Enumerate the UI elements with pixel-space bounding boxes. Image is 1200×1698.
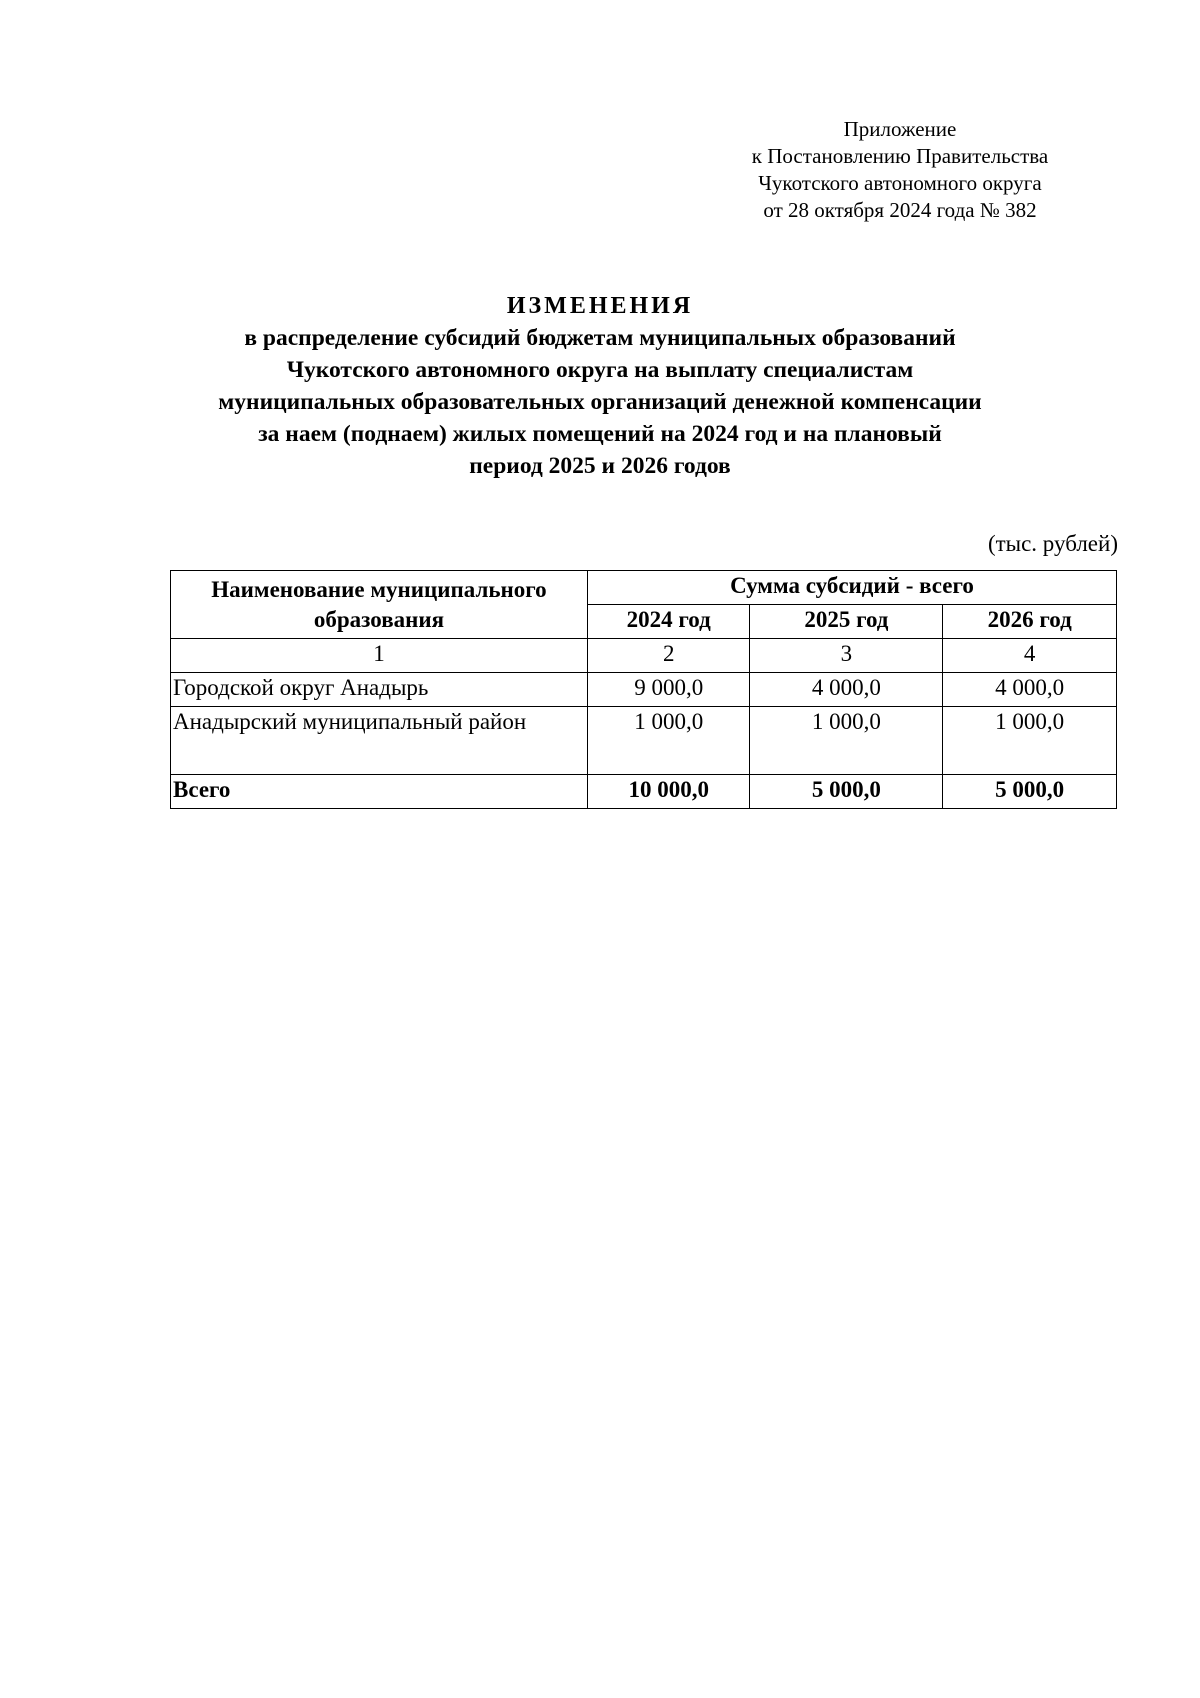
row-value-2025: 1 000,0 bbox=[750, 707, 943, 775]
table-row bbox=[171, 707, 1117, 775]
total-row bbox=[171, 775, 1117, 809]
row-value-2025: 4 000,0 bbox=[750, 673, 943, 707]
units-label: (тыс. рублей) bbox=[987, 531, 1118, 556]
title-line-1: в распределение субсидий бюджетам муниципальных образований bbox=[244, 325, 956, 351]
annex-block bbox=[720, 116, 1080, 224]
header-municipality: Наименование муниципального образования bbox=[171, 571, 588, 639]
header-year-2025: 2025 год bbox=[750, 605, 943, 639]
title-main: ИЗМЕНЕНИЯ bbox=[506, 293, 694, 319]
annex-line-4: от 28 октября 2024 года № 382 bbox=[763, 198, 1037, 222]
title-line-4: за наем (поднаем) жилых помещений на 2024 год и на плановый bbox=[258, 421, 942, 447]
header-year-2024: 2024 год bbox=[587, 605, 750, 639]
column-number-row bbox=[171, 639, 1117, 673]
header-sum-group: Сумма субсидий - всего bbox=[587, 571, 1116, 605]
column-number-2: 2 bbox=[587, 639, 750, 673]
column-number-4: 4 bbox=[943, 639, 1117, 673]
annex-line-1: Приложение bbox=[843, 117, 957, 141]
row-value-2024: 1 000,0 bbox=[587, 707, 750, 775]
title-line-3: муниципальных образовательных организаций денежной компенсации bbox=[218, 389, 982, 415]
annex-line-3: Чукотского автономного округа bbox=[758, 171, 1042, 195]
subsidy-distribution-table bbox=[170, 570, 1117, 809]
header-year-2026: 2026 год bbox=[943, 605, 1117, 639]
row-municipality-name: Городской округ Анадырь bbox=[171, 673, 588, 707]
total-value-2026: 5 000,0 bbox=[943, 775, 1117, 809]
column-number-3: 3 bbox=[750, 639, 943, 673]
title-line-5: период 2025 и 2026 годов bbox=[469, 453, 731, 479]
total-label: Всего bbox=[171, 775, 588, 809]
row-municipality-name: Анадырский муниципальный район bbox=[171, 707, 588, 775]
annex-line-2: к Постановлению Правительства bbox=[751, 144, 1049, 168]
header-row-1 bbox=[171, 571, 1117, 605]
row-value-2026: 1 000,0 bbox=[943, 707, 1117, 775]
total-value-2025: 5 000,0 bbox=[750, 775, 943, 809]
row-value-2024: 9 000,0 bbox=[587, 673, 750, 707]
title-line-2: Чукотского автономного округа на выплату специалистам bbox=[286, 357, 914, 383]
column-number-1: 1 bbox=[171, 639, 588, 673]
document-title bbox=[140, 290, 1060, 482]
total-value-2024: 10 000,0 bbox=[587, 775, 750, 809]
table-row bbox=[171, 673, 1117, 707]
row-value-2026: 4 000,0 bbox=[943, 673, 1117, 707]
